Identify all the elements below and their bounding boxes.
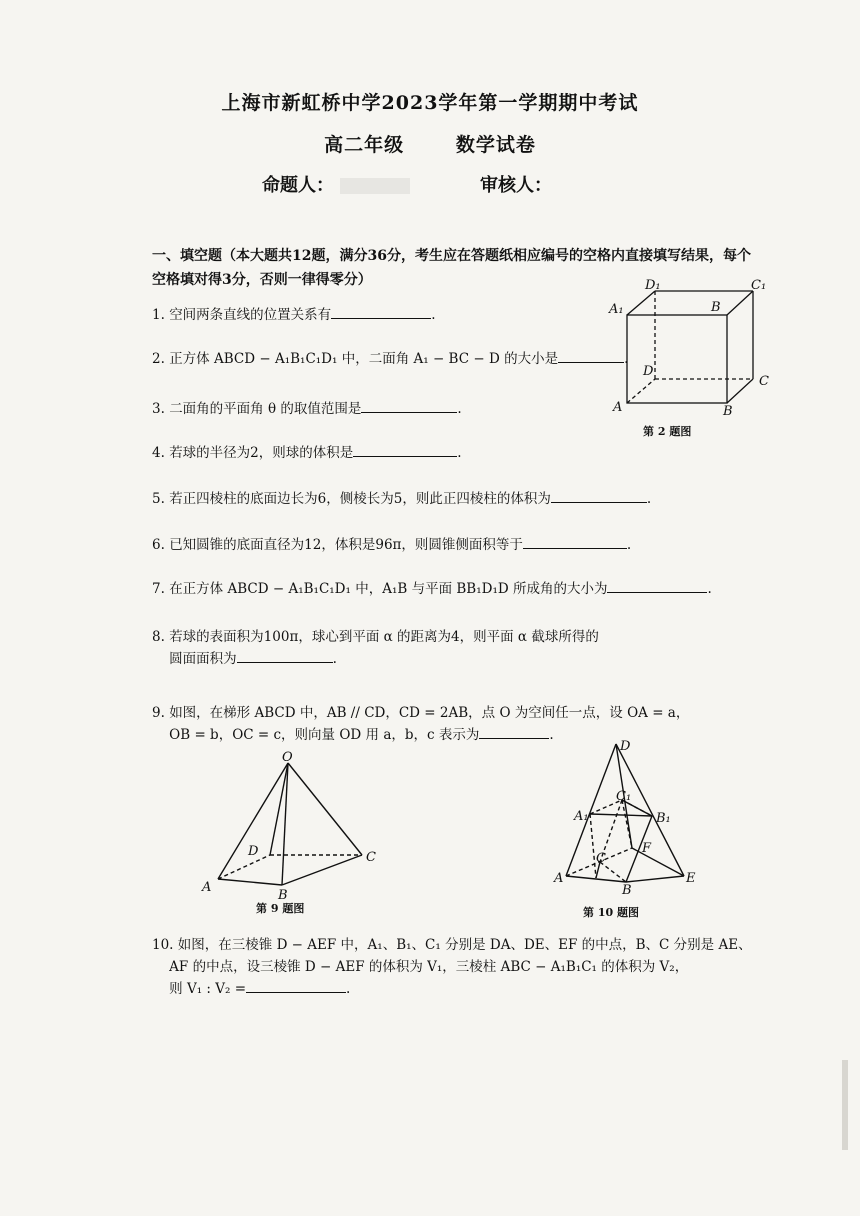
setter-label: 命题人：: [262, 175, 334, 196]
label-E: E: [686, 871, 696, 886]
label-B1: B₁: [656, 811, 671, 826]
question-1: 1. 空间两条直线的位置关系有 .: [152, 304, 435, 326]
subject-label: 数学试卷: [455, 134, 536, 156]
label-A: A: [554, 871, 564, 886]
question-7: 7. 在正方体 ABCD − A₁B₁C₁D₁ 中，A₁B 与平面 BB₁D₁D 所成角的大小为 .: [152, 578, 712, 600]
label-A1: A₁: [574, 809, 589, 824]
label-C1: C₁: [616, 789, 632, 804]
label-B: B: [622, 883, 632, 896]
answer-blank[interactable]: [523, 534, 627, 549]
label-B: B: [278, 888, 288, 900]
question-2: 2. 正方体 ABCD − A₁B₁C₁D₁ 中，二面角 A₁ − BC − D 的大小是 .: [152, 348, 628, 370]
answer-blank[interactable]: [479, 724, 549, 739]
figure-2-cube: [605, 275, 785, 415]
label-O: O: [282, 750, 293, 765]
figure-9-pyramid: [196, 745, 396, 900]
binding-stamp-mark: [836, 1060, 854, 1150]
setter-field: [262, 171, 410, 197]
label-D: D: [248, 844, 259, 859]
label-A: A: [202, 880, 212, 895]
label-C: C: [596, 851, 606, 866]
label-A: A: [613, 400, 623, 415]
answer-blank[interactable]: [331, 304, 431, 319]
exam-title: 上海市新虹桥中学2023学年第一学期期中考试: [221, 92, 639, 114]
label-C: C: [759, 374, 769, 389]
answer-blank[interactable]: [551, 488, 647, 503]
answer-blank[interactable]: [361, 398, 457, 413]
label-A1: A₁: [609, 302, 624, 317]
reviewer-label: 审核人：: [480, 175, 552, 196]
label-D: D: [643, 364, 654, 379]
section-heading: 一、填空题（本大题共12题，满分36分，考生应在答题纸相应编号的空格内直接填写结果，每个空格填对得3分，否则一律得零分）: [152, 248, 751, 288]
label-C: C: [366, 850, 376, 865]
question-6: 6. 已知圆锥的底面直径为12，体积是96π，则圆锥侧面积等于 .: [152, 534, 631, 556]
label-B: B: [723, 404, 733, 415]
answer-blank[interactable]: [353, 442, 457, 457]
figure-2-caption: 第 2 题图: [643, 425, 692, 438]
question-10: 10. 如图，在三棱锥 D − AEF 中，A₁、B₁、C₁ 分别是 DA、DE、EF 的中点，B、C 分别是 AE、 AF 的中点，设三棱锥 D − AEF 的体积为 V₁，三棱柱 ABC − A₁B₁C₁ 的体积为 V₂， 则 V₁ : V₂ = .: [152, 937, 752, 997]
label-C1: C₁: [751, 278, 767, 293]
figure-10-caption: 第 10 题图: [583, 906, 639, 919]
redacted-name: [340, 178, 410, 194]
question-4: 4. 若球的半径为2，则球的体积是 .: [152, 442, 462, 464]
answer-blank[interactable]: [607, 578, 707, 593]
answer-blank[interactable]: [246, 978, 346, 993]
grade-label: 高二年级: [324, 134, 405, 156]
label-D1: D₁: [645, 278, 661, 293]
exam-subtitle: [0, 130, 860, 157]
question-3: 3. 二面角的平面角 θ 的取值范围是 .: [152, 398, 462, 420]
question-8: 8. 若球的表面积为100π，球心到平面 α 的距离为4，则平面 α 截球所得的 圆面面积为 .: [152, 629, 599, 667]
label-B1: B: [711, 300, 721, 315]
question-5: 5. 若正四棱柱的底面边长为6，侧棱长为5，则此正四棱柱的体积为 .: [152, 488, 651, 510]
label-F: F: [642, 841, 652, 856]
figure-10-pyramid: [550, 736, 710, 896]
label-D: D: [620, 739, 631, 754]
question-9: 9. 如图，在梯形 ABCD 中，AB // CD，CD = 2AB，点 O 为空间任一点，设 OA = a， OB = b，OC = c，则向量 OD 用 a，b，c 表示为 .: [152, 705, 690, 743]
figure-9-caption: 第 9 题图: [256, 902, 305, 915]
reviewer-field: [480, 171, 552, 197]
answer-blank[interactable]: [237, 648, 333, 663]
